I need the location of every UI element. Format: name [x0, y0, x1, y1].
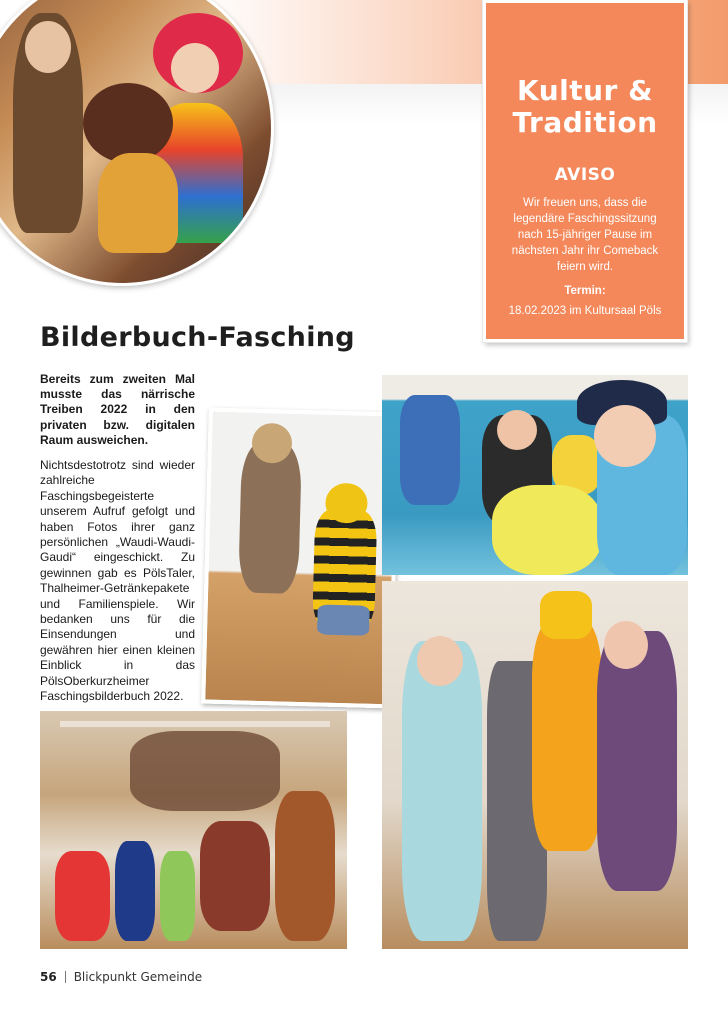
kids-costume-photo-circle — [0, 0, 274, 286]
aviso-subtitle: AVISO — [554, 165, 616, 185]
aviso-info-box — [483, 0, 687, 342]
page-number: 56 — [40, 970, 57, 984]
article-lead: Bereits zum zweiten Mal musste das närrische Treiben 2022 in den privaten bzw. digitalen Raum ausweichen. — [40, 372, 195, 447]
group-costume-photo — [382, 581, 688, 949]
aviso-termin: 18.02.2023 im Kultursaal Pöls — [508, 305, 662, 317]
family-costume-photo — [382, 375, 688, 575]
article-body: Nichtsdestotrotz sind wieder zahlreiche Faschingsbegeisterte unserem Aufruf gefolgt und haben Fotos ihrer ganz persönlichen „Waudi-Waudi-Gaudi“ eingeschickt. Zu gewinnen gab es PölsTaler, Thalheimer-Getränkepakete und Familienspiele. Wir bedanken uns für die Einsendungen und gewähren hier einen kleinen Einblick in das PölsOberkurzheimer Faschingsbilderbuch 2022. — [40, 458, 195, 704]
aviso-termin-label: Termin: — [564, 285, 606, 297]
stairs-group-costume-photo — [40, 711, 347, 949]
footer-divider — [65, 971, 66, 983]
toddlers-costume-photo — [201, 408, 400, 709]
page-footer — [40, 970, 202, 984]
aviso-text: Wir freuen uns, dass die legendäre Faschingssitzung nach 15-jähriger Pause im nächsten Jahr ihr Comeback feiern wird. — [511, 197, 659, 273]
aviso-title: Kultur & Tradition — [512, 74, 658, 139]
article-headline: Bilderbuch-Fasching — [40, 322, 355, 353]
publication-name: Blickpunkt Gemeinde — [73, 970, 203, 984]
